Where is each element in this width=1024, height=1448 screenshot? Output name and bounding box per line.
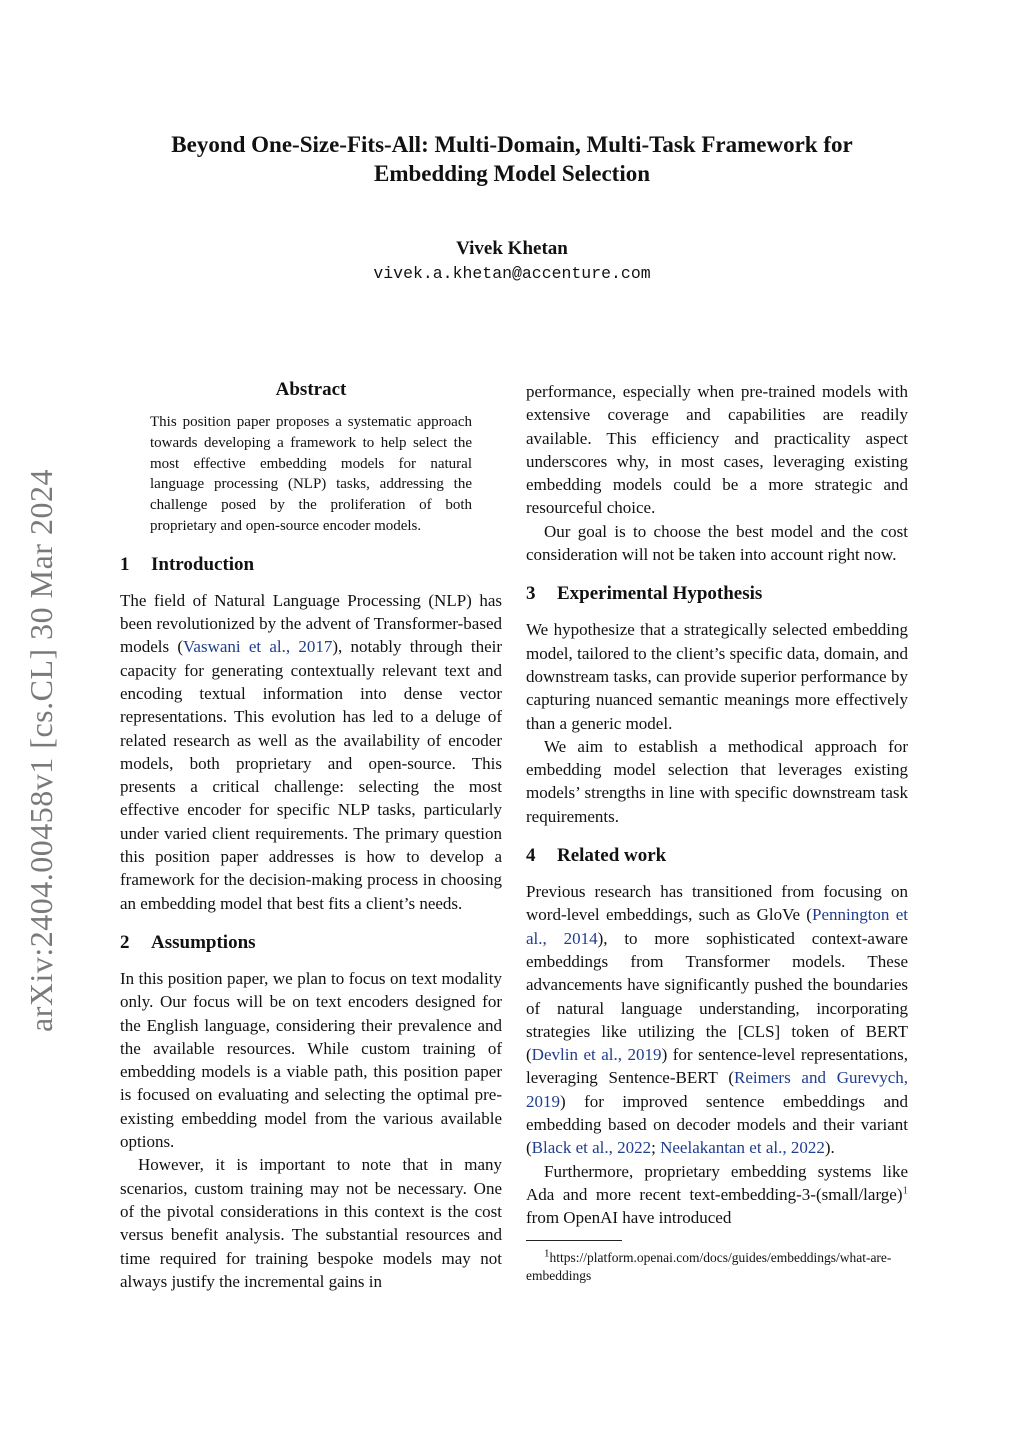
author-block bbox=[100, 236, 924, 286]
section-number: 1 bbox=[120, 553, 130, 575]
section-number: 2 bbox=[120, 931, 130, 953]
text-run: from OpenAI have introduced bbox=[526, 1208, 732, 1228]
author-name: Vivek Khetan bbox=[456, 238, 568, 259]
citation-link[interactable]: Neelakantan et al., 2022 bbox=[660, 1138, 825, 1158]
related-paragraph-2 bbox=[526, 1160, 908, 1230]
text-run: Previous research has transitioned from focusing on word-level embeddings, such as GloVe ( bbox=[526, 882, 908, 925]
related-paragraph-1 bbox=[526, 880, 908, 1160]
arxiv-stamp-container bbox=[12, 440, 70, 1060]
citation-link[interactable]: Devlin et al., 2019 bbox=[531, 1045, 662, 1065]
hypothesis-paragraph-2: We aim to establish a methodical approach for embedding model selection that leverages existing models’ strengths in line with specific downstream task requirements. bbox=[526, 736, 908, 826]
section-title: Introduction bbox=[151, 553, 255, 575]
text-run: ), notably through their capacity for generating contextually relevant text and encoding textual information into dense vector representations. This evolution has led to a deluge of related research as well as the availability of encoder models, both proprietary and open-source. This presents a critical challenge: selecting the most effective encoder for specific NLP tasks, particularly under varied client requirements. The primary question this position paper addresses is how to develop a framework for the decision-making process in choosing an embedding model that best fits a client’s needs. bbox=[120, 637, 502, 913]
paper-title bbox=[100, 130, 924, 188]
footnote-marker[interactable]: 1 bbox=[902, 1184, 908, 1197]
section-heading-hypothesis bbox=[526, 582, 908, 606]
section-title: Assumptions bbox=[151, 931, 256, 953]
footnote-divider bbox=[526, 1240, 622, 1241]
section-heading-assumptions bbox=[120, 931, 502, 955]
hypothesis-paragraph-1: We hypothesize that a strategically selected embedding model, tailored to the client’s specific data, domain, and downstream tasks, can provide superior performance by capturing nuanced semantic meanings more effectively than a generic model. bbox=[526, 620, 908, 733]
assumptions-paragraph-2-start: However, it is important to note that in many scenarios, custom training may not be necessary. One of the pivotal considerations in this context is the cost versus benefit analysis. The substantial resources and time required for training bespoke models may not always justify the incremental gains in bbox=[120, 1155, 502, 1291]
footnote-url[interactable]: https://platform.openai.com/docs/guides/embeddings/what-are-embeddings bbox=[526, 1249, 892, 1283]
citation-link[interactable]: Pennington et al., 2014 bbox=[526, 905, 909, 948]
text-run: Furthermore, proprietary embedding systems like Ada and more recent text-embedding-3-(small/large) bbox=[526, 1161, 908, 1204]
intro-paragraph bbox=[120, 589, 502, 915]
citation-link[interactable]: Black et al., 2022 bbox=[531, 1138, 652, 1158]
footnote-number: 1 bbox=[544, 1247, 550, 1259]
section-heading-related-work bbox=[526, 844, 908, 868]
text-run: ; bbox=[651, 1138, 661, 1158]
author-email: vivek.a.khetan@accenture.com bbox=[373, 264, 651, 283]
text-run: ) for sentence-level representations, leveraging Sentence-BERT ( bbox=[526, 1045, 908, 1088]
citation-link[interactable]: Vaswani et al., 2017 bbox=[183, 637, 333, 657]
assumptions-paragraph-1: In this position paper, we plan to focus on text modality only. Our focus will be on text encoders designed for the English language, considering their prevalence and the available resources. While custom training of embedding models is a viable path, this position paper is focused on evaluating and selecting the optimal pre-existing embedding model from the various available options. bbox=[120, 968, 502, 1152]
text-run: ). bbox=[824, 1138, 835, 1158]
section-title: Experimental Hypothesis bbox=[557, 583, 763, 605]
footnote bbox=[526, 1249, 908, 1285]
left-column bbox=[120, 378, 502, 1293]
text-run: The field of Natural Language Processing (NLP) has been revolutionized by the advent of Transformer-based models ( bbox=[120, 590, 502, 657]
section-title: Related work bbox=[557, 845, 667, 867]
text-run: ) for improved sentence embeddings and embedding based on decoder models and their variant ( bbox=[526, 1091, 908, 1158]
title-line-1: Beyond One-Size-Fits-All: Multi-Domain, Multi-Task Framework for bbox=[171, 132, 853, 157]
section-number: 3 bbox=[526, 583, 536, 605]
section-heading-introduction bbox=[120, 553, 502, 577]
assumptions-paragraph-3: Our goal is to choose the best model and the cost consideration will not be taken into account right now. bbox=[526, 521, 908, 565]
assumptions-paragraph-2-cont: performance, especially when pre-trained models with extensive coverage and capabilities are readily available. This efficiency and practicality aspect underscores why, in most cases, leveraging existing embedding models could be a more strategic and resourceful choice. bbox=[526, 382, 908, 518]
text-run: ), to more sophisticated context-aware embeddings from Transformer models. These advancements have significantly pushed the boundaries of natural language understanding, incorporating strategies like utilizing the [CLS] token of BERT ( bbox=[526, 928, 908, 1065]
section-number: 4 bbox=[526, 845, 536, 867]
arxiv-stamp: arXiv:2404.00458v1 [cs.CL] 30 Mar 2024 bbox=[22, 468, 59, 1032]
title-line-2: Embedding Model Selection bbox=[373, 161, 650, 186]
right-column bbox=[526, 380, 908, 1285]
abstract-heading: Abstract bbox=[275, 379, 347, 400]
abstract-text: This position paper proposes a systematic approach towards developing a framework to help select the most effective embedding models for natural language processing (NLP) tasks, addressing the challenge posed by the proliferation of both proprietary and open-source encoder models. bbox=[150, 414, 472, 534]
citation-link[interactable]: Reimers and Gurevych, 2019 bbox=[526, 1068, 908, 1111]
